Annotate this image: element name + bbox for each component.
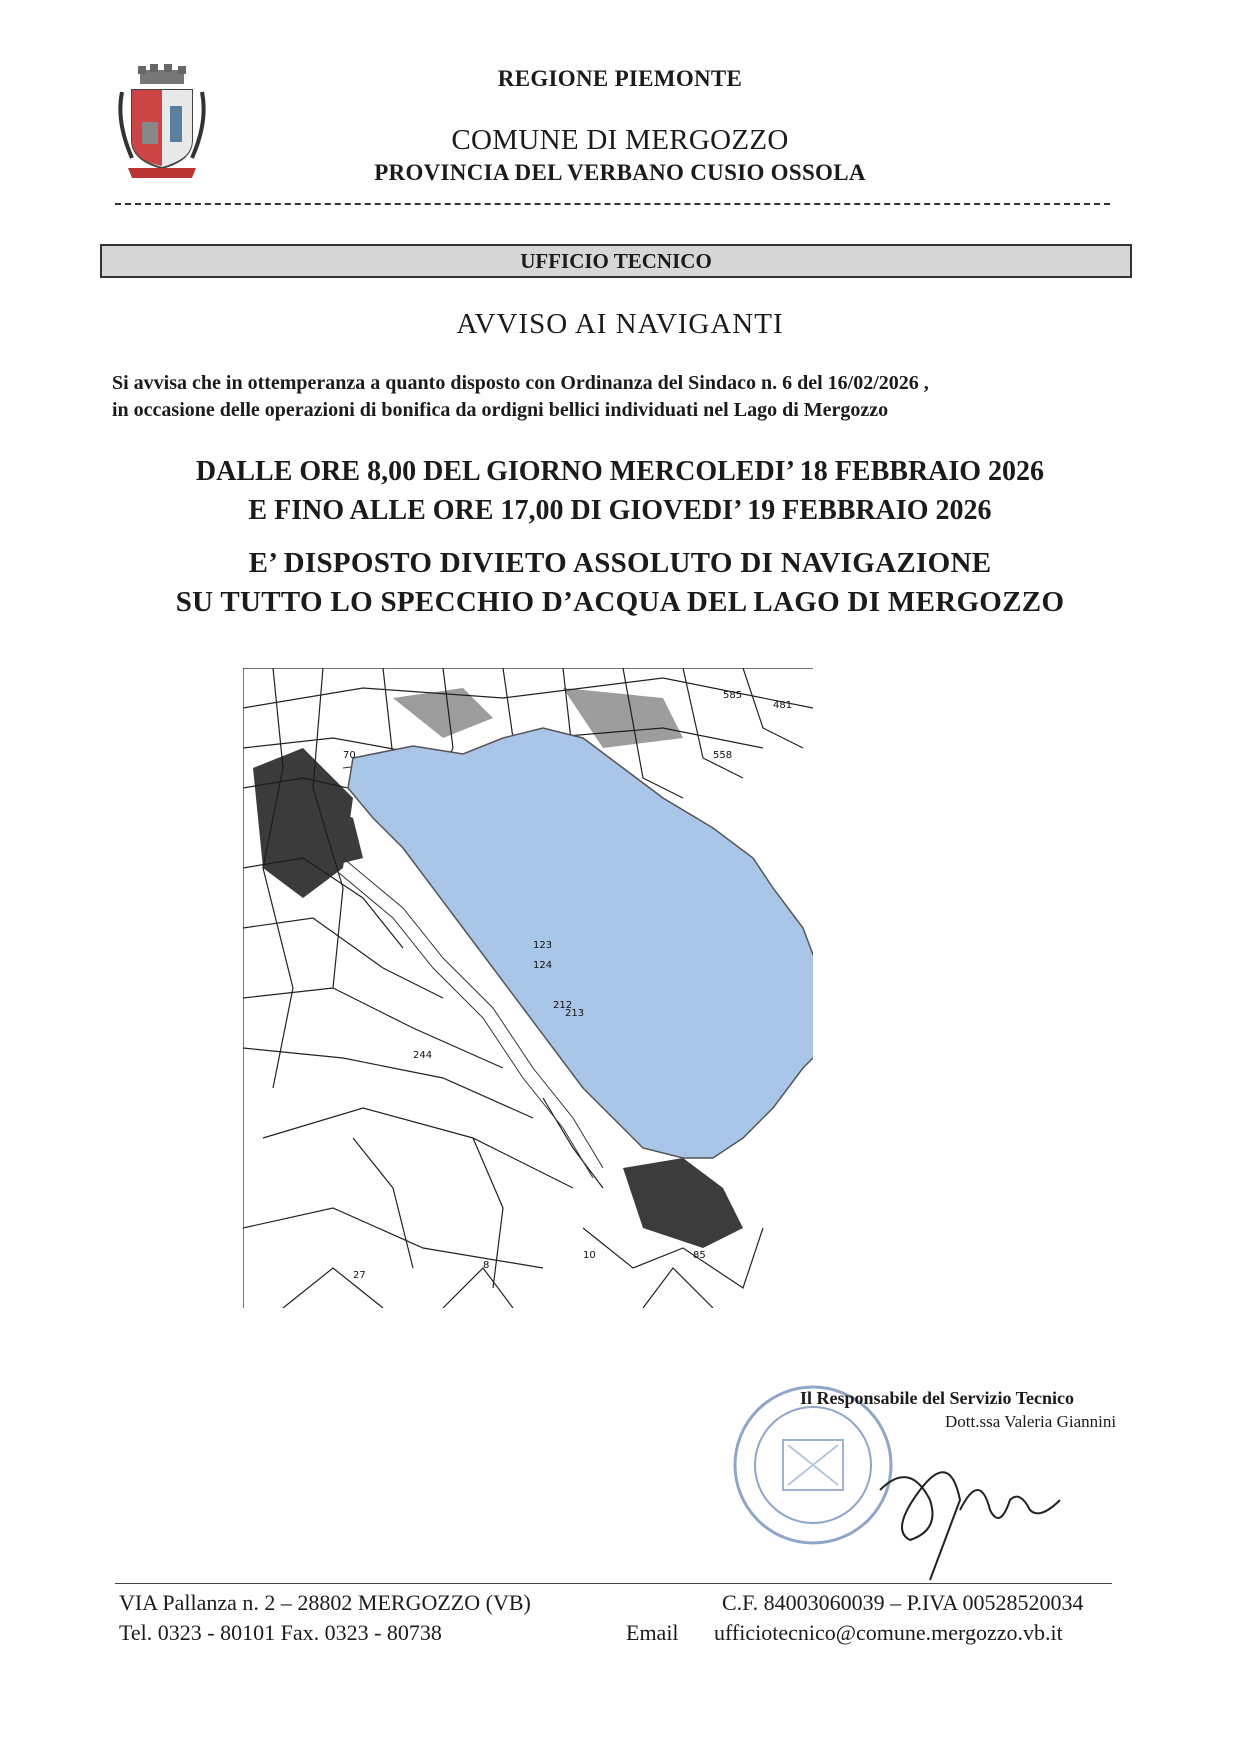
- intro-line: Si avvisa che in ottemperanza a quanto disposto con Ordinanza del Sindaco n. 6 del 16/02/2026 ,: [112, 372, 929, 394]
- map-label: 85: [693, 1250, 706, 1261]
- region-name: REGIONE PIEMONTE: [497, 66, 743, 91]
- footer-email[interactable]: ufficiotecnico@comune.mergozzo.vb.it: [714, 1620, 1063, 1645]
- notice-title: AVVISO AI NAVIGANTI: [456, 308, 784, 340]
- footer-email-label: Email: [626, 1620, 679, 1645]
- notice-intro: [112, 370, 929, 424]
- comune-name: COMUNE DI MERGOZZO: [451, 124, 789, 156]
- footer-divider: [115, 1583, 1112, 1584]
- ban-line: SU TUTTO LO SPECCHIO D’ACQUA DEL LAGO DI MERGOZZO: [175, 586, 1065, 618]
- map-label: 27: [353, 1270, 366, 1281]
- map-label: 213: [565, 1008, 585, 1019]
- header-divider: [115, 203, 1110, 205]
- signatory-title: Il Responsabile del Servizio Tecnico: [800, 1388, 1075, 1408]
- date-line: DALLE ORE 8,00 DEL GIORNO MERCOLEDI’ 18 FEBBRAIO 2026: [195, 456, 1045, 487]
- province-name: PROVINCIA DEL VERBANO CUSIO OSSOLA: [374, 160, 866, 185]
- map-label: 244: [413, 1050, 433, 1061]
- map-label: 585: [723, 690, 743, 701]
- map-label: 10: [583, 1250, 596, 1261]
- ban-period: [0, 452, 1240, 530]
- lake-mergozzo: [348, 728, 813, 1158]
- date-line: E FINO ALLE ORE 17,00 DI GIOVEDI’ 19 FEBBRAIO 2026: [248, 495, 992, 526]
- map-label: 123: [533, 940, 553, 951]
- footer-phones: Tel. 0323 - 80101 Fax. 0323 - 80738: [119, 1620, 442, 1645]
- footer-address: VIA Pallanza n. 2 – 28802 MERGOZZO (VB): [119, 1590, 531, 1615]
- navigation-ban: [0, 544, 1240, 622]
- map-label: 558: [713, 750, 733, 761]
- signatory-name: Dott.ssa Valeria Giannini: [945, 1412, 1117, 1431]
- intro-line: in occasione delle operazioni di bonifica da ordigni bellici individuati nel Lago di Mergozzo: [112, 399, 889, 421]
- handwritten-signature-icon: [870, 1430, 1070, 1590]
- office-banner: UFFICIO TECNICO: [100, 244, 1132, 278]
- municipal-crest-icon: [112, 62, 212, 186]
- lake-map: [243, 668, 813, 1308]
- map-label: 70: [343, 750, 356, 761]
- map-label: 124: [533, 960, 553, 971]
- ban-line: E’ DISPOSTO DIVIETO ASSOLUTO DI NAVIGAZIONE: [248, 547, 992, 579]
- footer-tax-ids: C.F. 84003060039 – P.IVA 00528520034: [722, 1590, 1084, 1615]
- map-label: 481: [773, 700, 793, 711]
- map-label: 212: [553, 1000, 573, 1011]
- map-label: 8: [483, 1260, 490, 1271]
